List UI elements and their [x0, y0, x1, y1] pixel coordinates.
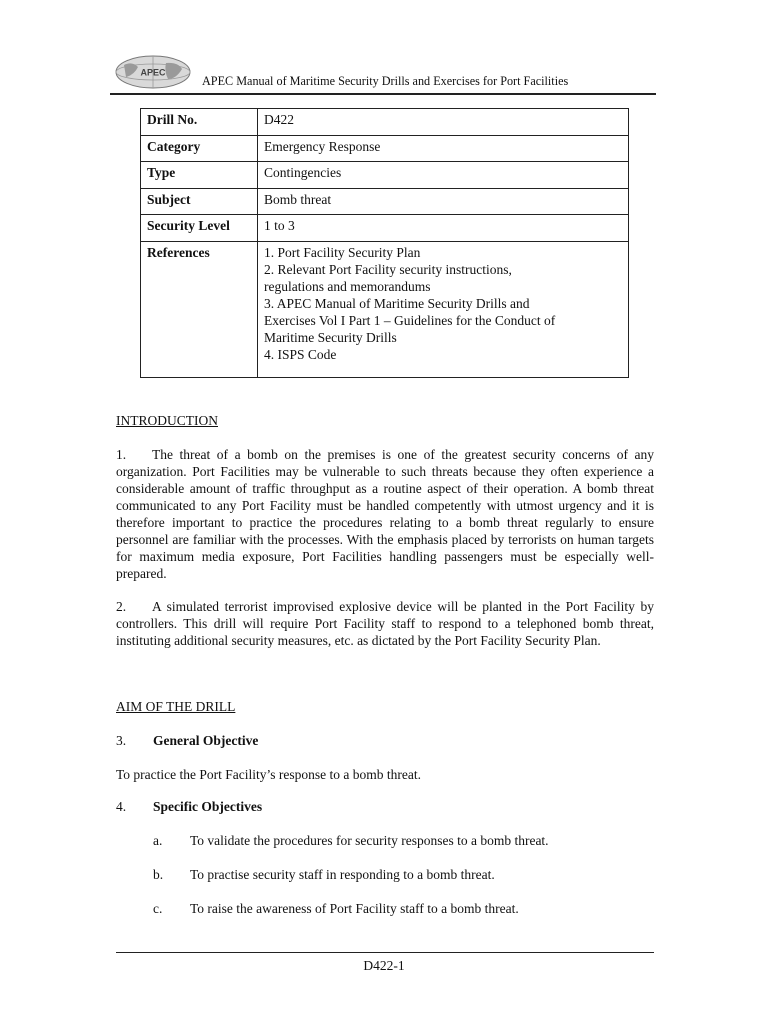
paragraph-number: 2.	[116, 599, 127, 614]
row-key: Security Level	[141, 215, 258, 242]
row-value: Emergency Response	[258, 135, 629, 162]
row-value: D422	[258, 109, 629, 136]
objective-title: Specific Objectives	[153, 799, 263, 814]
objective-title: General Objective	[153, 733, 259, 748]
list-item	[153, 900, 519, 917]
general-objective-heading	[116, 732, 654, 749]
table-row	[141, 215, 629, 242]
objective-number: 4.	[116, 799, 127, 814]
list-item	[153, 866, 495, 883]
table-row	[141, 188, 629, 215]
page-number: D422-1	[363, 958, 405, 973]
table-row	[141, 135, 629, 162]
references-key: References	[141, 241, 258, 377]
reference-line: 3. APEC Manual of Maritime Security Drills and	[264, 295, 530, 311]
references-row	[141, 241, 629, 377]
intro-paragraph-2	[116, 598, 654, 649]
item-label: b.	[153, 867, 164, 882]
header-divider	[110, 93, 656, 95]
reference-line: 1. Port Facility Security Plan	[264, 244, 421, 260]
table-row	[141, 162, 629, 189]
references-list	[258, 241, 629, 377]
specific-objectives-heading	[116, 798, 654, 815]
reference-line: 4. ISPS Code	[264, 346, 337, 362]
general-objective-text: To practice the Port Facility’s response to a bomb threat.	[116, 767, 421, 782]
row-key: Drill No.	[141, 109, 258, 136]
item-label: a.	[153, 833, 163, 848]
row-value: 1 to 3	[258, 215, 629, 242]
svg-text:APEC: APEC	[140, 67, 166, 78]
row-key: Type	[141, 162, 258, 189]
paragraph-text: The threat of a bomb on the premises is one of the greatest security concerns of any organization. Port Facilities may be vulnerable to such threats because they often experience a considerable amount of traffic throughput as a routine aspect of their operation. A bomb threat communicated to any Port Facility must be handled competently with utmost urgency and it is therefore important to practice the procedures relating to a bomb threat regularly to ensure personnel are familiar with the processes. With the emphasis placed by terrorists on human targets for maximum media exposure, Port Facilities handling passengers must be especially well-prepared.	[116, 447, 654, 581]
item-text: To raise the awareness of Port Facility staff to a bomb threat.	[190, 901, 519, 916]
introduction-heading: INTRODUCTION	[116, 413, 218, 428]
paragraph-text: A simulated terrorist improvised explosive device will be planted in the Port Facility by controllers. This drill will require Port Facility staff to respond to a telephoned bomb threat, instituting additional security measures, etc. as dictated by the Port Facility Security Plan.	[116, 599, 654, 648]
apec-logo	[114, 55, 192, 89]
item-text: To validate the procedures for security responses to a bomb threat.	[190, 833, 549, 848]
reference-line: 2. Relevant Port Facility security instructions,	[264, 261, 512, 277]
row-key: Subject	[141, 188, 258, 215]
aim-heading: AIM OF THE DRILL	[116, 699, 236, 714]
item-label: c.	[153, 901, 163, 916]
table-row	[141, 109, 629, 136]
objective-number: 3.	[116, 733, 127, 748]
footer-divider	[116, 952, 654, 953]
reference-line: regulations and memorandums	[264, 278, 431, 294]
reference-line: Maritime Security Drills	[264, 329, 397, 345]
list-item	[153, 832, 549, 849]
header-title: APEC Manual of Maritime Security Drills and Exercises for Port Facilities	[202, 74, 569, 88]
row-key: Category	[141, 135, 258, 162]
item-text: To practise security staff in responding to a bomb threat.	[190, 867, 495, 882]
reference-line: Exercises Vol I Part 1 – Guidelines for the Conduct of	[264, 312, 556, 328]
paragraph-number: 1.	[116, 447, 127, 462]
page-header	[110, 52, 656, 94]
row-value: Bomb threat	[258, 188, 629, 215]
row-value: Contingencies	[258, 162, 629, 189]
drill-info-table	[140, 108, 629, 378]
intro-paragraph-1	[116, 446, 654, 582]
